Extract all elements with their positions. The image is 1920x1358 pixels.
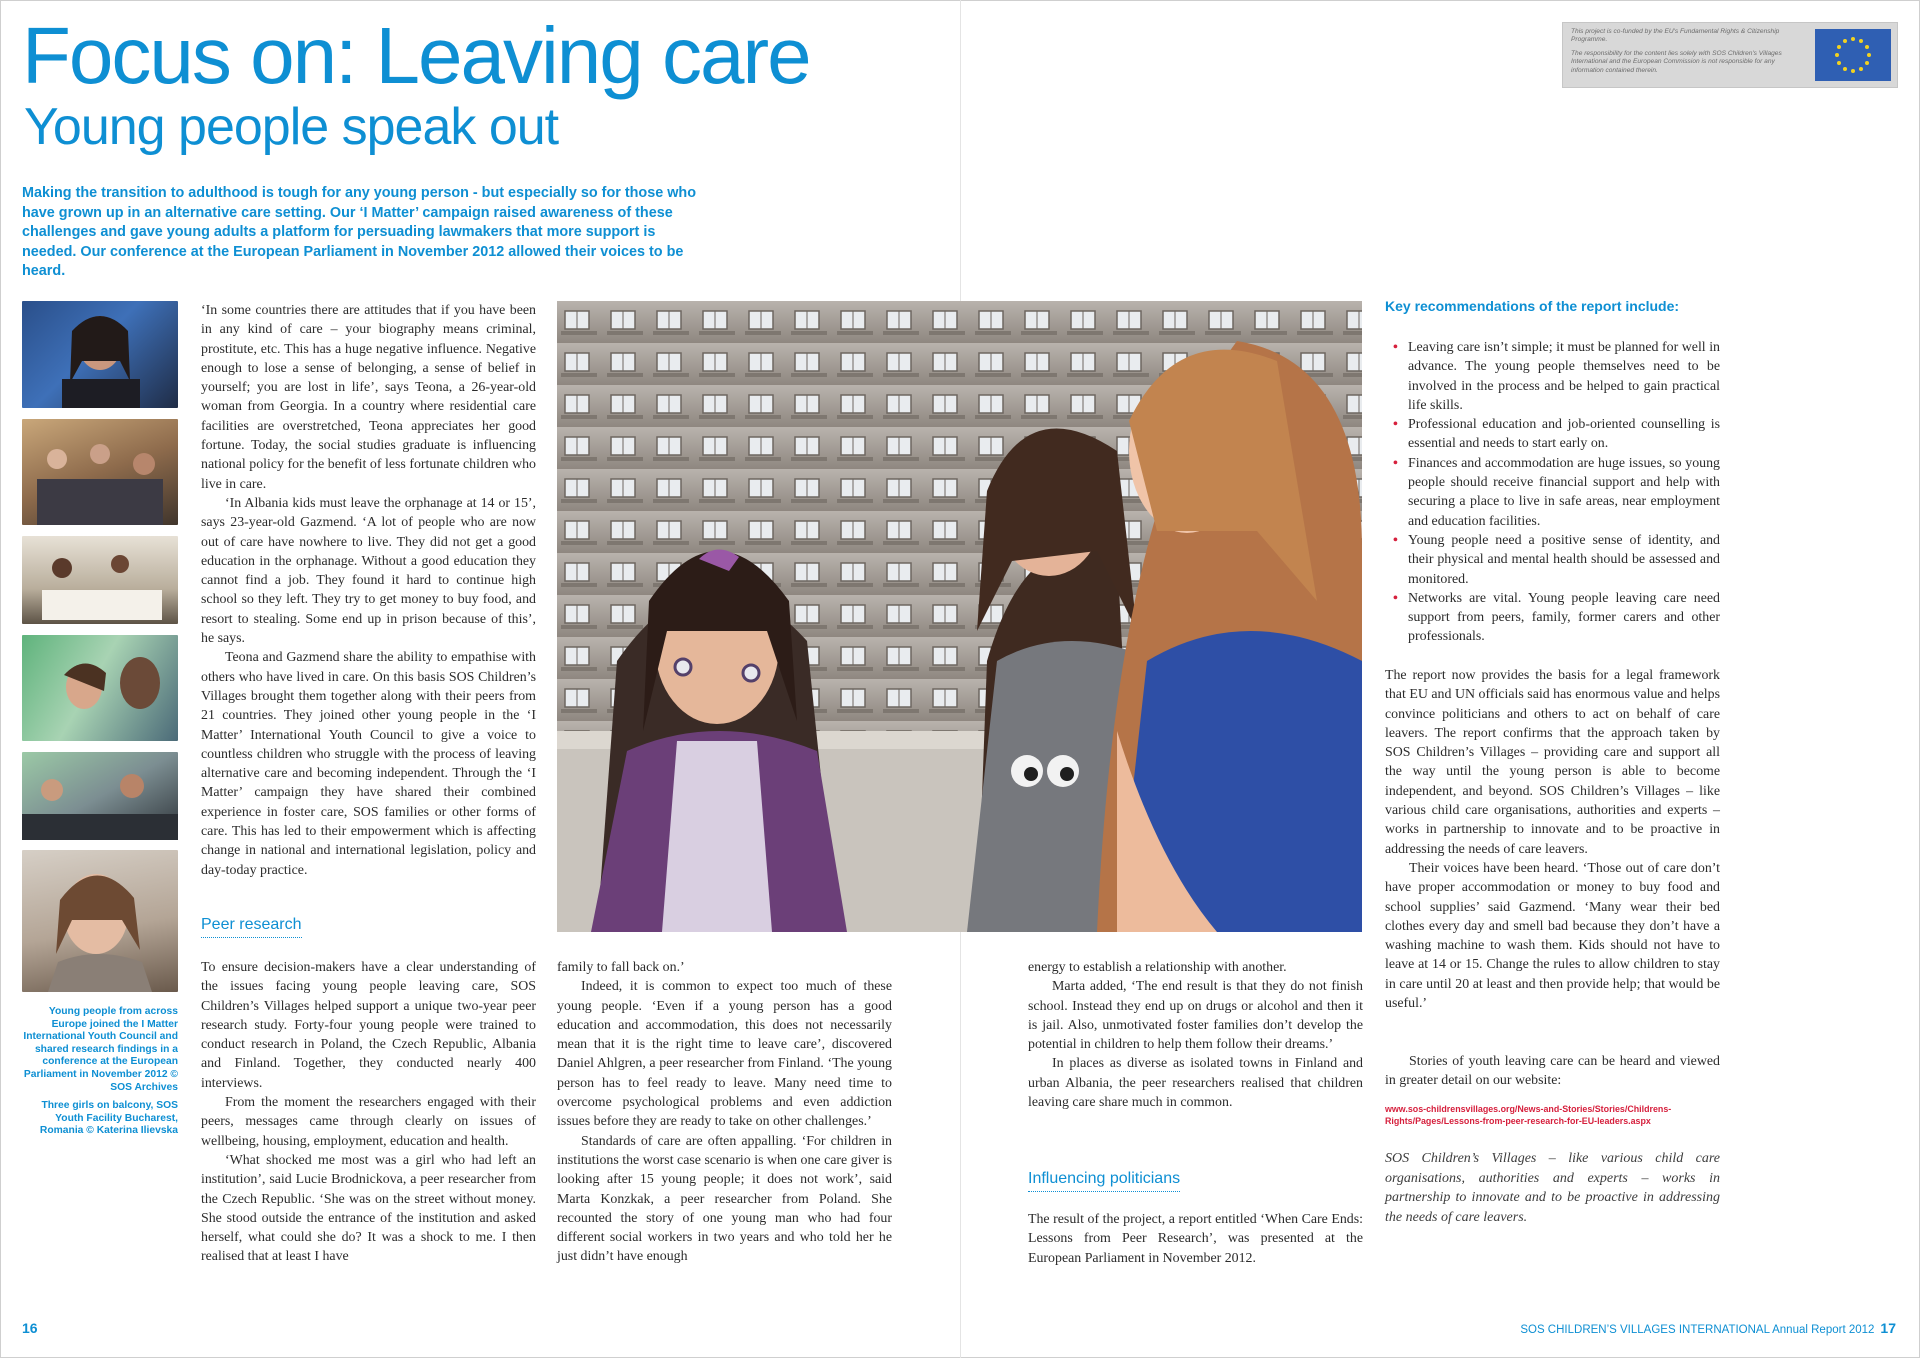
thumbnail-conference-figures [22,419,178,525]
column-1-lower [201,958,536,1267]
influencing-politicians-heading-wrap [1028,1170,1180,1192]
thumbnail-portrait-photo [22,850,178,992]
column-3-upper [1028,958,1363,1112]
website-link[interactable]: www.sos-childrensvillages.org/News-and-Stories/Stories/Childrens-Rights/Pages/Lessons-from-peer-research-for-EU-leaders.aspx [1385,1104,1672,1127]
closing-statement: SOS Children’s Villages – like various child care organisations, authorities and experts – works in partnership to innovate and to be proactive in addressing the needs of care leavers. [1385,1151,1720,1225]
eu-funding-line-2: The responsibility for the content lies solely with SOS Children's Villages International and the European Commission is not responsible for any information contained therein. [1571,49,1782,74]
thumbnail-youth-council-figures [22,635,178,741]
thumbnail-portrait-figure [22,850,178,992]
col1-paragraph-1: ‘In some countries there are attitudes that if you have been in any kind of care – your biography means criminal, prostitute, etc. This has a huge negative influence. Negative enough to lose a sense of belonging, a sense of belief in yourself; you are lost in life’, says Teona, a 26-year-old woman from Georgia. In a country where residential care facilities are overstretched, Teona appreciates her good fortune. Today, the social studies graduate is influencing national policy for the benefit of less fortunate children who live in care. [201,303,536,492]
thumbnail-speaker-photo [22,301,178,408]
col3-paragraph-4: The result of the project, a report entitled ‘When Care Ends: Lessons from Peer Research’, was presented at the European Parliament in November 2012. [1028,1212,1363,1266]
main-photo-girls-on-balcony [557,301,1362,932]
intro-paragraph: Making the transition to adulthood is tough for any young person - but especially so for those who have grown up in an alternative care setting. Our ‘I Matter’ campaign raised awareness of these challenges and gave young adults a platform for persuading lawmakers that more support is needed. Our conference at the European Parliament in November 2012 allowed their voices to be heard. [22,185,696,279]
recommendation-item: • Young people need a positive sense of identity, and their physical and mental health should be assessed and monitored. [1393,531,1720,589]
col1-paragraph-4: To ensure decision-makers have a clear understanding of the issues facing young people leaving care, SOS Children’s Villages helped support a unique two-year peer research study. Forty-four young people were trained to conduct research in Poland, the Czech Republic, Albania and Finland. Together, they conducted nearly 400 interviews. [201,960,536,1091]
col2-paragraph-2: Indeed, it is common to expect too much of these young people. ‘Even if a young person has a good education and accommodation, this does not necessarily mean that it is the right time to leave care’, discovered Daniel Ahlgren, a peer researcher from Finland. ‘The young person has to feel ready to leave. Many need time to overcome psychological problems and even addiction issues before they are ready to take on other challenges.’ [557,979,892,1130]
page-number-left: 16 [22,1320,38,1336]
page-subtitle: Young people speak out [24,98,559,156]
photo-captions [22,1006,178,1144]
column-3-lower [1028,1210,1363,1268]
recommendation-item: • Professional education and job-oriented counselling is essential and needs to start early on. [1393,415,1720,454]
column-4-website [1385,1052,1720,1091]
col4-paragraph-2: Their voices have been heard. ‘Those out of care don’t have proper accommodation or money to buy food and school supplies’ said Gazmend. ‘Many wear their bed clothes every day and smell bad because they don’t have a washing machine to wash them. Kids should not have to leave at 14 or 15. Change the rules to allow children to stay in care until 20 at least and then provide help; that would be useful.’ [1385,860,1720,1012]
eu-funding-text [1571,28,1786,80]
thumbnail-speaker-figure [22,301,178,408]
eu-funding-notice [1562,22,1898,88]
recommendation-item: • Networks are vital. Young people leaving care need support from peers, family, former carers and other professionals. [1393,589,1720,647]
caption-conference: Young people from across Europe joined the I Matter International Youth Council and shared research findings in a conference at the European Parliament in November 2012 © SOS Archives [23,1006,178,1093]
thumbnail-workshop-figures [22,536,178,624]
col4-paragraph-1: The report now provides the basis for a legal framework that EU and UN officials said has enormous value and helps convince politicians and others to act on behalf of care leavers. The report confirms that the approach taken by SOS Children’s Villages – providing care and support all the way until the young person is able to become independent, and beyond. SOS Children’s Villages – like various child care organisations, authorities and experts – works in partnership to innovate and to be proactive in addressing the needs of care leavers. [1385,668,1720,857]
running-title: SOS CHILDREN’S VILLAGES INTERNATIONAL Annual Report 2012 [1520,1324,1875,1336]
thumbnail-discussion-photo [22,752,178,840]
col1-paragraph-5: From the moment the researchers engaged with their peers, messages came through clearly on issues of wellbeing, housing, employment, education and health. [201,1095,536,1149]
col3-paragraph-3: In places as diverse as isolated towns in Finland and urban Albania, the peer researchers realised that children leaving care share much in common. [1028,1056,1363,1111]
column-2 [557,958,892,1267]
column-1-upper [201,301,536,880]
peer-research-heading: Peer research [201,916,302,938]
eu-funding-line-1: This project is co-funded by the EU's Fundamental Rights & Citizenship Programme. [1571,28,1780,44]
key-recommendations-list [1393,338,1720,647]
col1-paragraph-2: ‘In Albania kids must leave the orphanage at 14 or 15’, says 23-year-old Gazmend. ‘A lot of people who are now out of care have nowhere to live. They did not get a good education in the orphanage. Without a good education they cannot find a job. They found it hard to continue high school so they left. They try to get money to buy food, and resort to stealing. Some end up in prison because of this’, he says. [201,495,536,647]
recommendation-item: • Leaving care isn’t simple; it must be planned for well in advance. The young people themselves need to be involved in the process and be helped to gain practical life skills. [1393,338,1720,415]
page-title: Focus on: Leaving care [22,11,810,100]
eu-flag-stars [1815,29,1891,81]
peer-research-heading-wrap [201,916,302,938]
recommendation-item: • Finances and accommodation are huge issues, so young people should receive financial support and help with securing a place to live in safe areas, near employment and education facilities. [1393,454,1720,531]
col3-paragraph-1: energy to establish a relationship with another. [1028,960,1287,975]
thumbnail-conference-room-photo [22,419,178,525]
running-footer [1520,1320,1896,1336]
col1-paragraph-6: ‘What shocked me most was a girl who had left an institution’, said Lucie Brodnickova, a peer researcher from the Czech Republic. ‘She was on the street without money. She stood outside the entrance of the institution and asked herself, what could she do? It was a shock to me. I then realised that at least I have [201,1152,536,1265]
influencing-politicians-heading: Influencing politicians [1028,1170,1180,1192]
thumbnail-youth-council-photo [22,635,178,741]
col2-paragraph-1: family to fall back on.’ [557,960,685,975]
key-recommendations-heading: Key recommendations of the report include: [1385,298,1680,314]
col2-paragraph-3: Standards of care are often appalling. ‘For children in institutions the worst case scenario is when one care giver is looking after 15 young people; it does not work’, said Marta Konzkak, a peer researcher from Poland. She recounted the story of one young man who had four different social workers in two years and who told her he just didn’t have enough [557,1133,892,1265]
col4-paragraph-3: Stories of youth leaving care can be heard and viewed in greater detail on our website: [1385,1054,1720,1089]
thumbnail-workshop-photo [22,536,178,624]
col1-paragraph-3: Teona and Gazmend share the ability to empathise with others who have lived in care. On this basis SOS Children’s Villages brought them together along with their peers from 21 countries. They joined other young people in the ‘I Matter’ International Youth Council to give a voice to countless children who struggle with the process of leaving alternative care and becoming independent. Through the ‘I Matter’ campaign they have shared their combined experience in foster care, SOS families or other forms of care. This has led to their empowerment which is affecting change in national and international legislation, policy and day-today practice. [201,650,536,878]
column-4-body [1385,666,1720,1013]
page-number-right: 17 [1880,1320,1896,1336]
eu-flag-icon [1815,29,1891,81]
thumbnail-discussion-figures [22,752,178,840]
caption-balcony: Three girls on balcony, SOS Youth Facility Bucharest, Romania © Katerina Ilievska [39,1100,178,1137]
main-photo-illustration [557,301,1362,932]
col3-paragraph-2: Marta added, ‘The end result is that they do not finish school. Instead they end up on drugs or alcohol and then it is jail. Also, unmotivated foster families don’t develop the potential in children to help them follow their dreams.’ [1028,979,1363,1053]
